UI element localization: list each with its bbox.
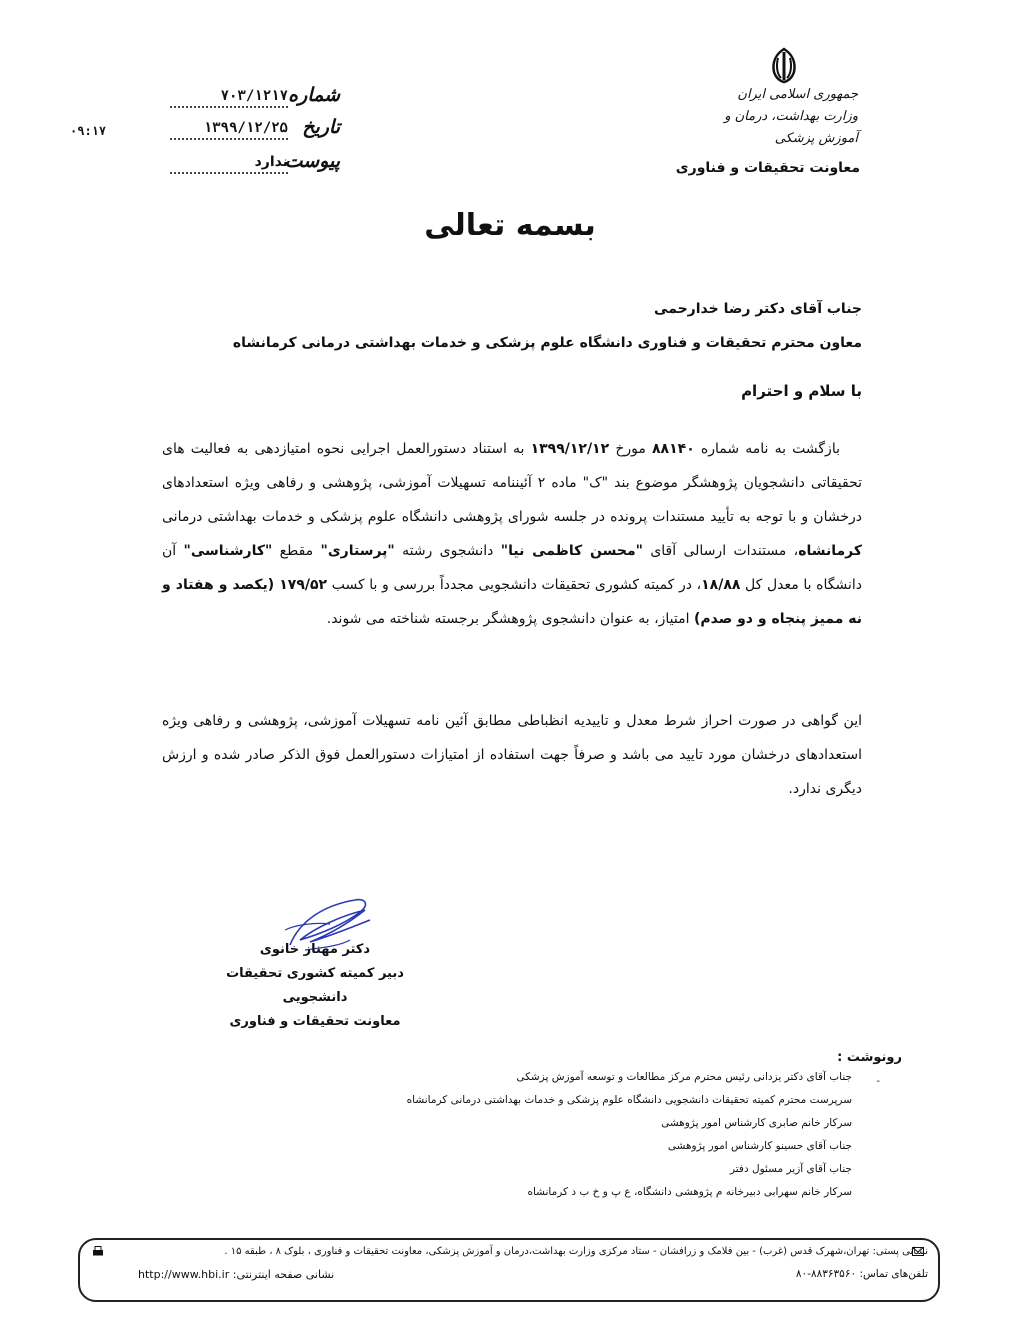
body-paragraph-2: این گواهی در صورت احراز شرط معدل و تاییدیه انظباطی مطابق آئین نامه تسهیلات آموزشی، پژوهشی و رفاهی ویژه استعدادهای درخشان مورد تایید می باشد و صرفاً جهت استفاده از امتیازات دستورالعمل فوق الذکر صادر شده و ارزش دیگری ندارد.	[162, 713, 862, 797]
besmeh-heading: بسمه تعالی	[424, 208, 596, 243]
text-run: به استناد دستورالعمل اجرایی نحوه امتیازدهی به فعالیت های تحقیقاتی دانشجویان پژوهشگر موضوع بند "ک" ماده ۲ آئیننامه تسهیلات آموزشی، پژوهشی و رفاهی ویژه استعدادهای درخشان و با توجه به تأیید مستندات پرونده در جلسه شورای پژوهشی دانشگاه علوم پزشکی و خدمات بهداشتی درمانی	[162, 441, 863, 525]
dotted-line	[170, 172, 288, 174]
text-run: ، مستندات ارسالی آقای	[642, 543, 799, 559]
ministry-name: وزارت بهداشت، درمان و آموزش پزشکی	[724, 109, 858, 146]
text-run: امتیاز، به عنوان دانشجوی پژوهشگر برجسته شناخته می شوند.	[326, 611, 694, 627]
cc-item: جناب آقای دکتر یزدانی رئیس محترم مرکز مطالعات و توسعه آموزش پزشکی	[516, 1071, 852, 1083]
iran-emblem-icon	[766, 46, 802, 86]
recipient-block	[162, 292, 862, 360]
greeting: با سلام و احترام	[741, 382, 862, 400]
attachment-label: پیوست	[284, 150, 340, 172]
cc-title: رونوشت :	[837, 1050, 902, 1065]
website-label: نشانی صفحه اینترنتی:	[229, 1268, 335, 1281]
cc-dash: -	[876, 1076, 880, 1087]
text-run: بازگشت به نامه شماره	[694, 441, 840, 457]
dotted-line	[170, 138, 288, 140]
fax-icon	[92, 1246, 104, 1256]
time-stamp: ۰۹:۱۷	[70, 124, 107, 138]
text-run: ، در کمیته کشوری تحقیقات دانشجویی مجدداً بررسی و با کسب	[327, 577, 702, 593]
score-value: ۱۷۹/۵۲	[279, 577, 328, 593]
letter-date: ۱۳۹۹/۱۲/۲۵	[203, 120, 288, 136]
footer-phone	[796, 1268, 928, 1280]
footer-website	[138, 1268, 334, 1281]
footer-address: نشانی پستی: تهران،شهرک قدس (غرب) - بین فلامک و زرافشان - ستاد مرکزی وزارت بهداشت،درمان و آموزش پزشکی، معاونت تحقیقات و فناوری ، بلوک ۸ ، طبقه ۱۵ .	[224, 1246, 928, 1257]
text-run: مقطع	[272, 543, 321, 559]
student-name: "محسن کاظمی نیا"	[500, 543, 643, 559]
text-run: مورخ	[609, 441, 653, 457]
cc-item: سرکار خانم سهرابی دبیرخانه م پژوهشی دانشگاه، ع پ و خ ب د کرمانشاه	[527, 1186, 852, 1198]
dotted-line	[170, 106, 288, 108]
attachment-value: ندارد	[254, 154, 288, 170]
score-words: (یکصد و هفتاد و نه ممیز پنجاه و دو صدم)	[162, 577, 862, 627]
city-name: کرمانشاه	[798, 543, 863, 559]
signer-department: معاونت تحقیقات و فناوری	[229, 1014, 401, 1029]
date-row	[170, 118, 340, 142]
recipient-name: جناب آقای دکتر رضا خدارحمی	[654, 301, 862, 317]
cc-item: سرپرست محترم کمیته تحقیقات دانشجویی دانشگاه علوم پزشکی و خدمات بهداشتی درمانی کرمانشاه	[406, 1094, 852, 1106]
signature-block	[200, 938, 430, 1034]
degree-level: "کارشناسی"	[183, 543, 273, 559]
website-url[interactable]: http://www.hbi.ir	[138, 1268, 230, 1281]
date-label: تاریخ	[302, 116, 340, 138]
number-label: شماره	[288, 84, 340, 106]
cc-item: جناب آقای آزیر مسئول دفتر	[729, 1163, 852, 1175]
signer-name: دکتر مهناز خانوی	[259, 942, 371, 957]
cc-list	[292, 1066, 852, 1204]
text-run: آن دانشگاه با معدل کل	[162, 543, 862, 593]
attachment-row	[170, 152, 340, 176]
body-paragraph-1	[162, 432, 862, 636]
gpa-value: ۱۸/۸۸	[701, 577, 741, 593]
country-name: جمهوری اسلامی ایران	[737, 87, 858, 102]
department-name: معاونت تحقیقات و فناوری	[675, 160, 860, 176]
header-ministry	[698, 84, 858, 150]
recipient-title: معاون محترم تحقیقات و فناوری دانشگاه علوم پزشکی و خدمات بهداشتی درمانی کرمانشاه	[232, 335, 862, 351]
letter-number: ۷۰۳/۱۲۱۷	[220, 88, 288, 104]
signer-role: دبیر کمیته کشوری تحقیقات دانشجویی	[226, 966, 404, 1005]
phone-label: تلفن‌های تماس:	[856, 1268, 928, 1280]
cc-item: جناب آقای حسینو کارشناس امور پژوهشی	[667, 1140, 852, 1152]
field-of-study: "پرستاری"	[320, 543, 395, 559]
cc-item: سرکار خانم صابری کارشناس امور پژوهشی	[661, 1117, 852, 1129]
reference-number: ۸۸۱۴۰	[652, 441, 695, 457]
reference-date: ۱۳۹۹/۱۲/۱۲	[530, 441, 610, 457]
number-row	[170, 86, 340, 110]
text-run: دانشجوی رشته	[394, 543, 501, 559]
phone-number: ۸۸۳۶۳۵۶۰-۸۰	[795, 1268, 857, 1280]
